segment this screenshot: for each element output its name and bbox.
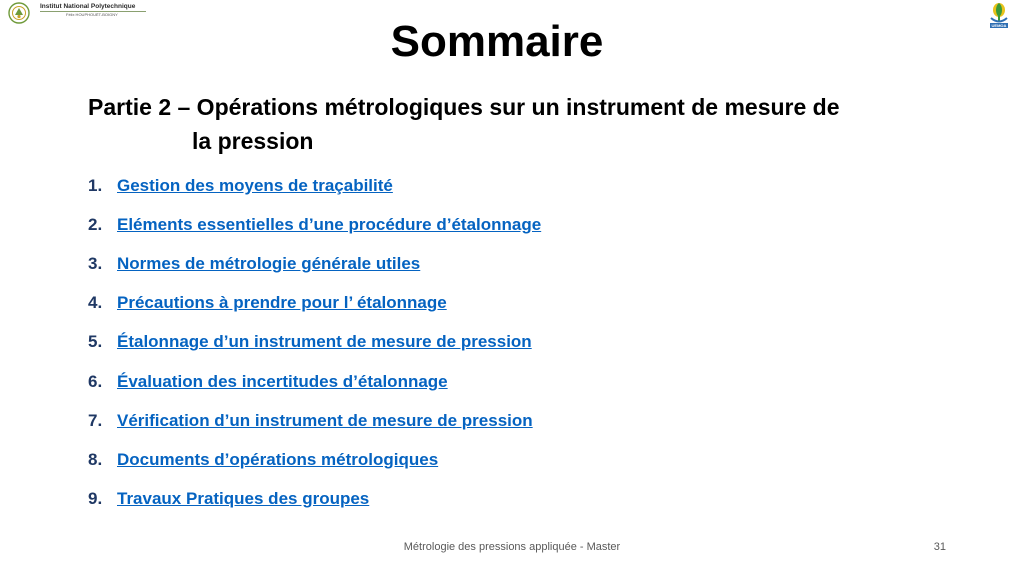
toc-item [88, 166, 541, 205]
toc-item-number: 6. [88, 371, 103, 391]
table-of-contents [88, 166, 541, 519]
toc-item-number: 4. [88, 293, 103, 313]
toc-link-travaux-pratiques[interactable]: Travaux Pratiques des groupes [117, 489, 370, 509]
toc-link-verification[interactable]: Vérification d’un instrument de mesure de pression [117, 410, 533, 430]
toc-item-number: 1. [88, 175, 103, 195]
toc-item-number: 2. [88, 214, 103, 234]
toc-link-incertitudes[interactable]: Évaluation des incertitudes d’étalonnage [117, 371, 448, 391]
toc-item [88, 244, 541, 283]
toc-item [88, 362, 541, 401]
toc-item [88, 205, 541, 244]
toc-link-etalonnage-instrument[interactable]: Étalonnage d’un instrument de mesure de pression [117, 332, 532, 352]
toc-item-number: 3. [88, 253, 103, 273]
institution-subtitle: Félix HOUPHOUËT-BOIGNY [66, 12, 118, 17]
toc-link-procedure-etalonnage[interactable]: Eléments essentielles d’une procédure d’étalonnage [117, 214, 542, 234]
toc-item [88, 323, 541, 362]
toc-link-normes[interactable]: Normes de métrologie générale utiles [117, 253, 421, 273]
toc-item [88, 284, 541, 323]
toc-item [88, 401, 541, 440]
part-heading-line1: Partie 2 – Opérations métrologiques sur un instrument de mesure de [88, 94, 840, 120]
toc-link-documents[interactable]: Documents d’opérations métrologiques [117, 449, 439, 469]
toc-link-precautions[interactable]: Précautions à prendre pour l’ étalonnage [117, 293, 447, 313]
slide-footer: Métrologie des pressions appliquée - Master [403, 541, 621, 553]
toc-item-number: 7. [88, 410, 103, 430]
part-heading-line2: la pression [192, 128, 314, 154]
svg-text:UEMOA: UEMOA [991, 23, 1007, 29]
toc-link-tracabilite[interactable]: Gestion des moyens de traçabilité [117, 175, 393, 195]
part-heading [88, 90, 948, 158]
toc-item-number: 8. [88, 449, 103, 469]
toc-item [88, 440, 541, 479]
toc-item-number: 5. [88, 332, 103, 352]
institution-name: Institut National Polytechnique [40, 3, 136, 10]
toc-item-number: 9. [88, 489, 103, 509]
page-number: 31 [933, 541, 946, 553]
toc-item [88, 480, 541, 519]
slide-title: Sommaire [390, 17, 604, 66]
